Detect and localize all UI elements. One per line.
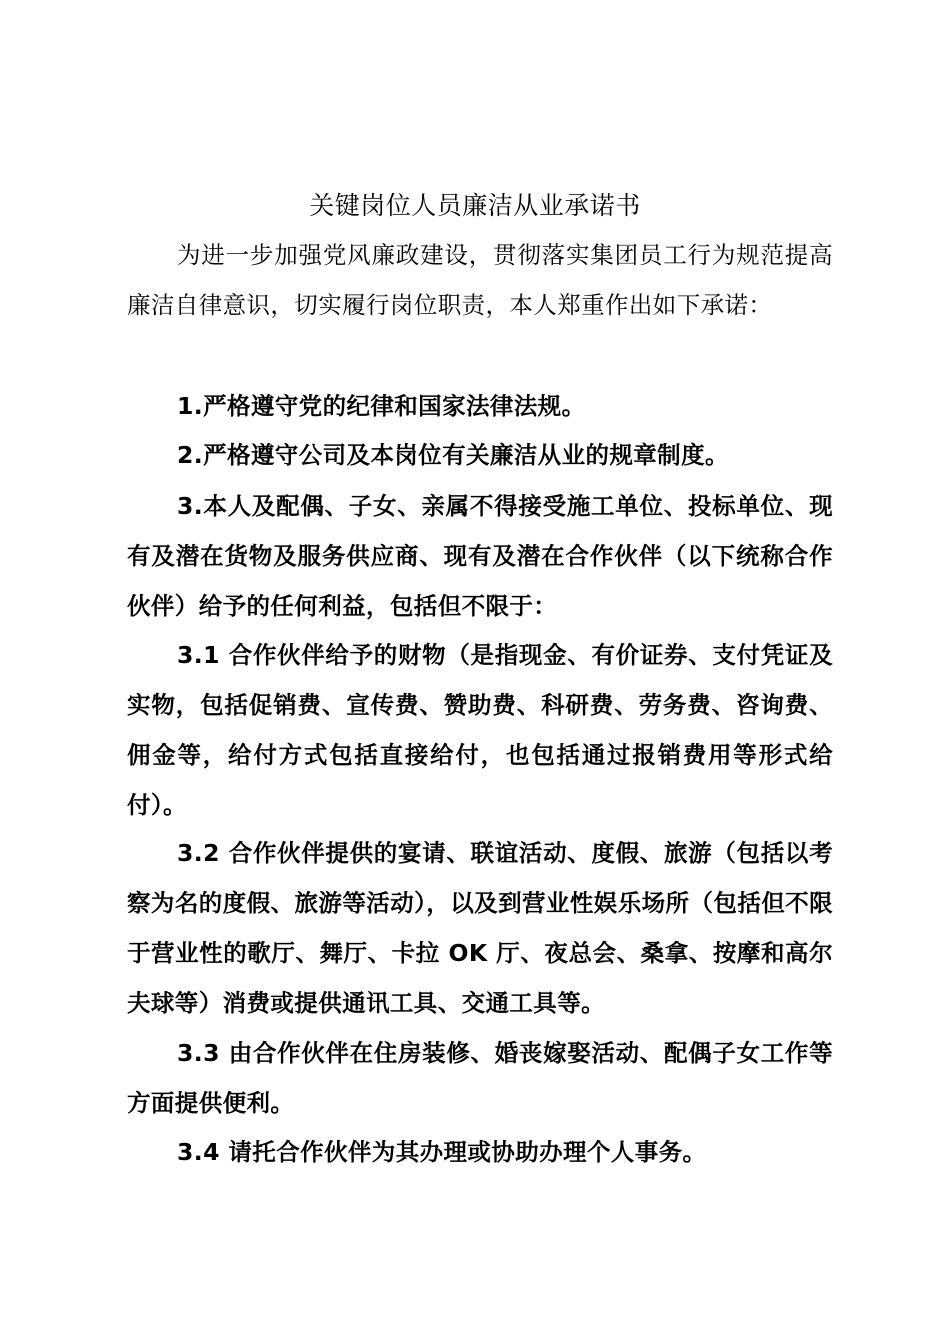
document-title: 关键岗位人员廉洁从业承诺书: [309, 191, 641, 220]
commitment-item-3: 3.本人及配偶、子女、亲属不得接受施工单位、投标单位、现有及潜在货物及服务供应商、现有及潜在合作伙伴（以下统称合作伙伴）给予的任何利益，包括但不限于：: [127, 492, 833, 620]
commitment-item-3-2: 3.2 合作伙伴提供的宴请、联谊活动、度假、旅游（包括以考察为名的度假、旅游等活动），以及到营业性娱乐场所（包括但不限于营业性的歌厅、舞厅、卡拉 OK 厅、夜总会、桑拿、按摩和高尔夫球等）消费或提供通讯工具、交通工具等。: [127, 839, 833, 1017]
commitment-item-3-3: 3.3 由合作伙伴在住房装修、婚丧嫁娶活动、配偶子女工作等方面提供便利。: [127, 1039, 833, 1117]
commitment-item-3-4: 3.4 请托合作伙伴为其办理或协助办理个人事务。: [177, 1138, 707, 1166]
commitment-item-3-1: 3.1 合作伙伴给予的财物（是指现金、有价证券、支付凭证及实物，包括促销费、宣传费、赞助费、科研费、劳务费、咨询费、佣金等，给付方式包括直接给付，也包括通过报销费用等形式给付）。: [127, 641, 833, 819]
intro-paragraph: 为进一步加强党风廉政建设，贯彻落实集团员工行为规范提高廉洁自律意识，切实履行岗位职责，本人郑重作出如下承诺：: [127, 241, 833, 319]
commitment-item-1: 1.严格遵守党的纪律和国家法律法规。: [177, 392, 586, 420]
commitment-item-2: 2.严格遵守公司及本岗位有关廉洁从业的规章制度。: [177, 441, 729, 469]
